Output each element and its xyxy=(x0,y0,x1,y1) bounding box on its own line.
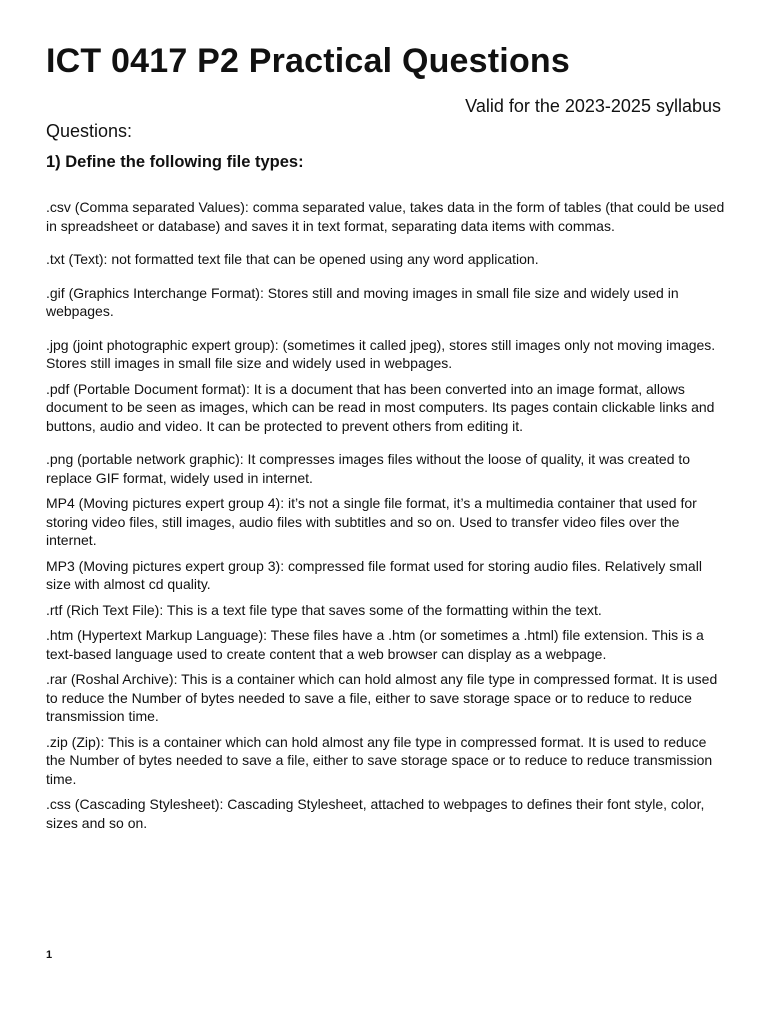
page-title: ICT 0417 P2 Practical Questions xyxy=(46,42,570,80)
definition-png: .png (portable network graphic): It compresses images files without the loose of quality, it was created to replace GIF format, widely used in internet. xyxy=(46,451,691,486)
question-heading: 1) Define the following file types: xyxy=(46,153,304,171)
syllabus-subtitle: Valid for the 2023-2025 syllabus xyxy=(465,96,721,116)
definition-zip: .zip (Zip): This is a container which can hold almost any file type in compressed format. It is used to reduce the Number of bytes needed to save a file, either to save storage space or to reduce to reduce transmission time. xyxy=(46,733,713,787)
definition-gif: .gif (Graphics Interchange Format): Stores still and moving images in small file size and widely used in webpages. xyxy=(46,284,679,319)
definition-jpg: .jpg (joint photographic expert group): (sometimes it called jpeg), stores still images only not moving images. Stores still images in small file size and widely used in webpages. xyxy=(46,336,716,371)
definition-mp4: MP4 (Moving pictures expert group 4): it’s not a single file format, it’s a multimedia container that used for storing video files, still images, audio files with subtitles and so on. Used to transfer video files over the internet. xyxy=(46,495,697,548)
definition-pdf: .pdf (Portable Document format): It is a document that has been converted into an image format, allows document to be seen as images, which can be read in most computers. Its pages contain clickable links and buttons, audio and video. It can be protected to prevent others from editing it. xyxy=(46,380,715,434)
definition-txt: .txt (Text): not formatted text file that can be opened using any word application. xyxy=(46,251,539,267)
definition-rar: .rar (Roshal Archive): This is a container which can hold almost any file type in compressed format. It is used to reduce the Number of bytes needed to save a file, either to save storage space or to reduce to reduce transmission time. xyxy=(46,671,718,724)
questions-label: Questions: xyxy=(46,121,133,141)
file-type-definitions xyxy=(46,198,726,839)
page-number: 1 xyxy=(46,949,53,961)
definition-htm: .htm (Hypertext Markup Language): These files have a .htm (or sometimes a .html) file extension. This is a text-based language used to create content that a web browser can display as a webpage. xyxy=(46,627,704,662)
definition-css: .css (Cascading Stylesheet): Cascading Stylesheet, attached to webpages to defines their font style, color, sizes and so on. xyxy=(46,796,705,831)
definition-csv: .csv (Comma separated Values): comma separated value, takes data in the form of tables (that could be used in spreadsheet or database) and saves it in text format, separating data items with commas. xyxy=(46,199,725,234)
definition-mp3: MP3 (Moving pictures expert group 3): compressed file format used for storing audio files. Relatively small size with almost cd quality. xyxy=(46,557,702,592)
definition-rtf: .rtf (Rich Text File): This is a text file type that saves some of the formatting within the text. xyxy=(46,601,602,618)
